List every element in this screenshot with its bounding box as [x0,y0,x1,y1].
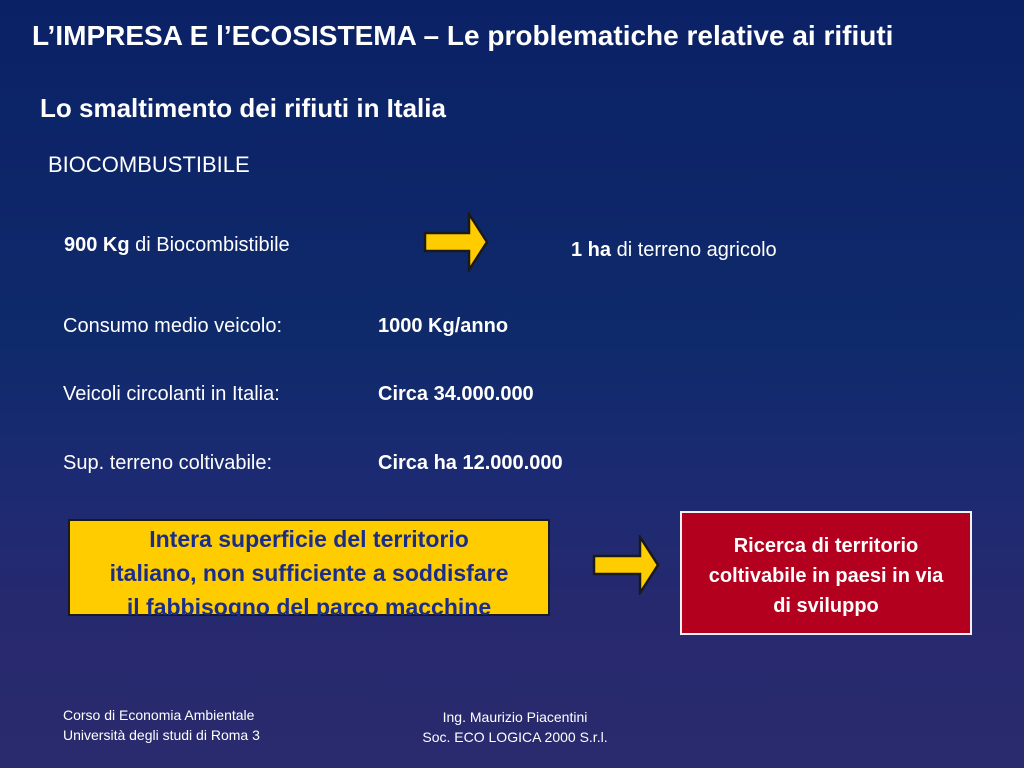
equivalence-right-text: di terreno agricolo [611,239,777,261]
conclusion-yellow-line: Intera superficie del territorio [149,526,469,552]
slide-subtitle: Lo smaltimento dei rifiuti in Italia [40,93,446,123]
section-heading: BIOCOMBUSTIBILE [48,152,250,177]
conclusion-red-box [680,511,972,635]
equivalence-right-amount: 1 ha [571,239,612,261]
slide-title: L’IMPRESA E l’ECOSISTEMA – Le problematiche relative ai rifiuti [32,20,894,51]
conclusion-red-line: Ricerca di territorio [733,535,919,557]
equivalence-right [571,239,777,262]
equivalence-left [64,234,290,257]
conclusion-yellow-line: il fabbisogno del parco macchine [126,594,492,620]
right-arrow-icon [592,535,660,595]
stat-value: Circa 34.000.000 [378,383,534,405]
conclusion-red-line: di sviluppo [773,595,879,617]
equivalence-left-amount: 900 Kg [64,234,130,256]
conclusion-yellow-box [68,519,550,620]
footer-course [63,705,260,745]
stat-value: 1000 Kg/anno [378,315,509,337]
right-arrow-icon [423,212,489,272]
footer-author [405,707,625,747]
stat-label: Consumo medio veicolo: [63,315,282,337]
footer-course-name: Corso di Economia Ambientale [63,707,255,723]
equivalence-left-text: di Biocombistibile [129,234,290,256]
stat-label: Veicoli circolanti in Italia: [63,383,280,405]
stat-value: Circa ha 12.000.000 [378,452,563,474]
footer-author-name: Ing. Maurizio Piacentini [442,709,588,725]
footer-university: Università degli studi di Roma 3 [63,727,260,743]
stat-label: Sup. terreno coltivabile: [63,452,273,474]
conclusion-red-line: coltivabile in paesi in via [708,565,944,587]
conclusion-yellow-line: italiano, non sufficiente a soddisfare [109,560,509,586]
footer-company: Soc. ECO LOGICA 2000 S.r.l. [422,729,608,745]
